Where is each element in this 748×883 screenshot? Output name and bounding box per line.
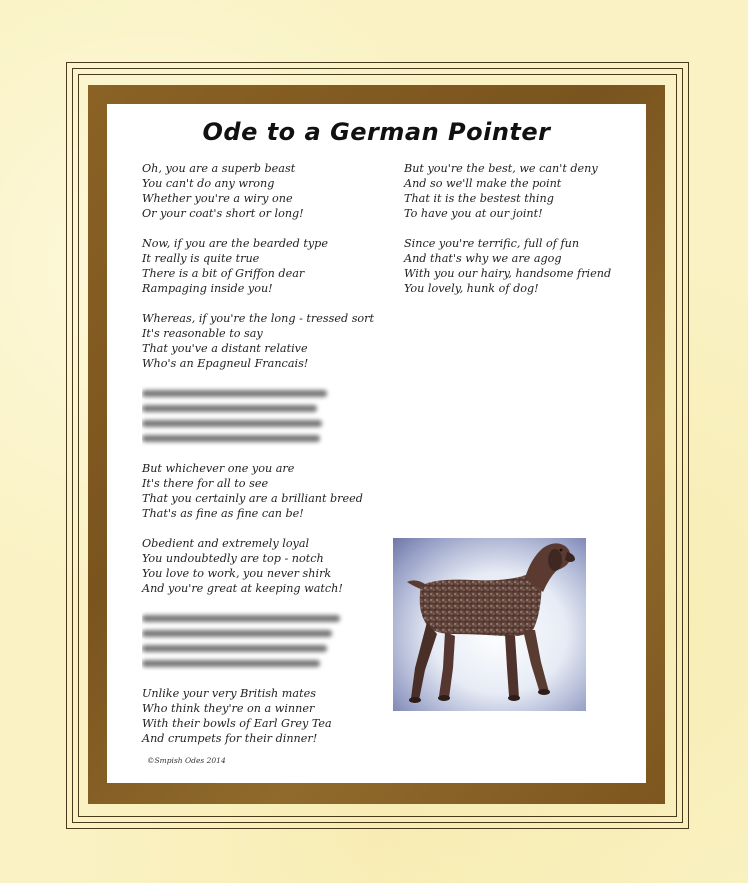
stanza [404, 161, 634, 221]
poem-line: It's there for all to see [142, 477, 269, 490]
blurred-stanza [142, 386, 382, 446]
poem-line: Obedient and extremely loyal [142, 537, 310, 550]
right-column [404, 161, 634, 311]
poem-line: There is a bit of Griffon dear [142, 267, 305, 280]
poem-line: And so we'll make the point [404, 177, 562, 190]
poem-line: Since you're terrific, full of fun [404, 237, 580, 250]
stanza [142, 461, 382, 521]
poem-line: Rampaging inside you! [142, 282, 273, 295]
stanza [142, 311, 382, 371]
poem-line: Whereas, if you're the long - tressed sort [142, 312, 375, 325]
poem-page [107, 104, 646, 783]
poem-line: But whichever one you are [142, 462, 295, 475]
poem-line: With you our hairy, handsome friend [404, 267, 612, 280]
blurred-text-placeholder [142, 611, 352, 671]
poem-line: Now, if you are the bearded type [142, 237, 328, 250]
poem-title: Ode to a German Pointer [202, 118, 551, 146]
poem-line: You love to work, you never shirk [142, 567, 332, 580]
poem-line: You undoubtedly are top - notch [142, 552, 324, 565]
poem-line: Unlike your very British mates [142, 687, 316, 700]
poem-line: And crumpets for their dinner! [142, 732, 318, 745]
poem-line: Who think they're on a winner [142, 702, 315, 715]
poem-line: But you're the best, we can't deny [404, 162, 598, 175]
poem-line: Or your coat's short or long! [142, 207, 304, 220]
poem-line: That's as fine as fine can be! [142, 507, 304, 520]
poem-line: With their bowls of Earl Grey Tea [142, 717, 332, 730]
stanza [142, 686, 382, 746]
poem-line: It really is quite true [142, 252, 260, 265]
poem-line: And you're great at keeping watch! [142, 582, 343, 595]
stanza [404, 236, 634, 296]
poem-line: You lovely, hunk of dog! [404, 282, 539, 295]
blurred-text-placeholder [142, 386, 342, 446]
poem-line: And that's why we are agog [404, 252, 562, 265]
dog-photo [393, 538, 586, 711]
german-pointer-illustration [393, 538, 586, 711]
poem-line: Whether you're a wiry one [142, 192, 293, 205]
poem-line: That it is the bestest thing [404, 192, 554, 205]
poem-line: You can't do any wrong [142, 177, 275, 190]
stanza [142, 236, 382, 296]
copyright-notice: ©Smpish Odes 2014 [147, 756, 226, 765]
stanza [142, 536, 382, 596]
poem-line: Who's an Epagneul Francais! [142, 357, 309, 370]
left-column [142, 161, 382, 761]
poem-line: It's reasonable to say [142, 327, 263, 340]
poem-line: To have you at our joint! [404, 207, 543, 220]
stanza [142, 161, 382, 221]
blurred-stanza [142, 611, 382, 671]
poem-line: That you certainly are a brilliant breed [142, 492, 363, 505]
poem-line: Oh, you are a superb beast [142, 162, 296, 175]
poem-line: That you've a distant relative [142, 342, 308, 355]
